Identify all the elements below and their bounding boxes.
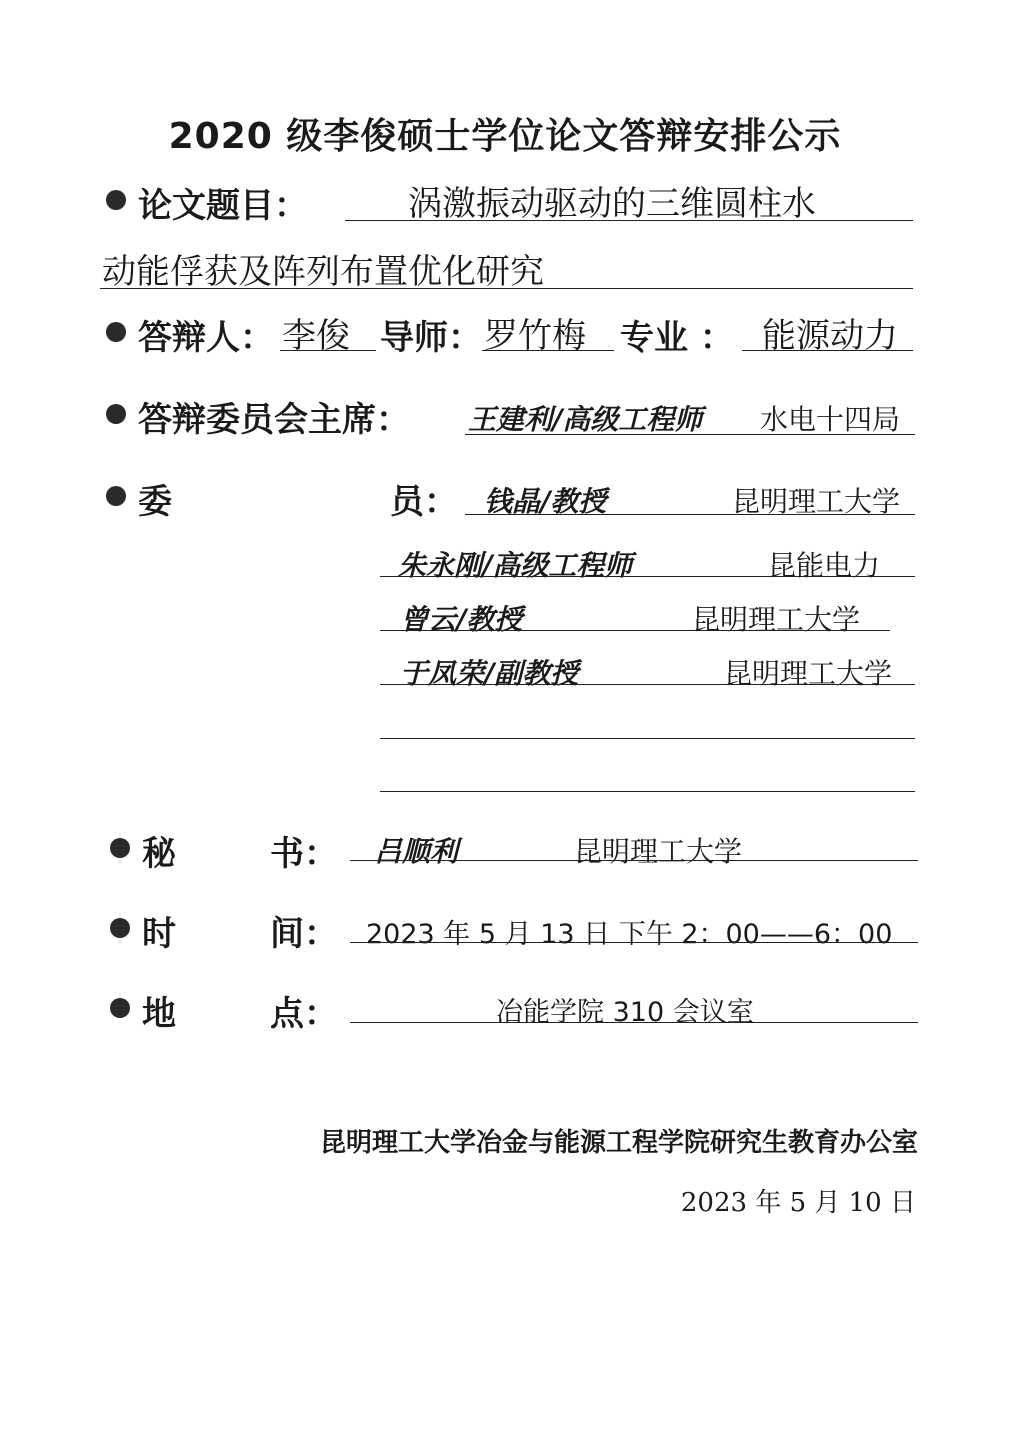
advisor-name: 罗竹梅 — [484, 316, 586, 356]
member-org: 昆明理工大学 — [732, 485, 901, 518]
underline — [100, 288, 913, 289]
bullet-icon — [110, 998, 130, 1018]
underline — [380, 576, 915, 577]
member-name: 钱晶/教授 — [484, 485, 607, 518]
page-title: 2020 级李俊硕士学位论文答辩安排公示 — [168, 116, 842, 157]
underline — [345, 220, 913, 221]
time-label-b: 间： — [270, 914, 338, 954]
underline — [280, 350, 376, 351]
candidate-label: 答辩人： — [138, 318, 274, 358]
member-name: 朱永刚/高级工程师 — [398, 549, 633, 582]
underline — [380, 630, 890, 631]
underline — [350, 942, 918, 943]
major-value: 能源动力 — [762, 316, 898, 356]
time-label-a: 时 — [142, 914, 176, 954]
underline — [742, 350, 913, 351]
advisor-label: 导师： — [380, 318, 482, 358]
secretary-label-a: 秘 — [142, 834, 176, 874]
member-org: 昆明理工大学 — [724, 657, 893, 690]
underline — [380, 684, 915, 685]
members-label-a: 委 — [138, 482, 172, 522]
place-label-b: 点： — [270, 994, 338, 1034]
bullet-icon — [110, 838, 130, 858]
members-label-b: 员： — [390, 482, 458, 522]
bullet-icon — [106, 486, 126, 506]
secretary-label-b: 书： — [270, 834, 338, 874]
secretary-name: 吕顺利 — [374, 835, 459, 868]
place-label-a: 地 — [142, 994, 176, 1034]
thesis-title-line2: 动能俘获及阵列布置优化研究 — [102, 252, 544, 292]
underline — [350, 860, 918, 861]
member-name: 于凤荣/副教授 — [400, 657, 579, 690]
underline — [380, 791, 915, 792]
bullet-icon — [110, 918, 130, 938]
underline — [380, 738, 915, 739]
chair-label: 答辩委员会主席： — [138, 400, 410, 440]
underline — [465, 434, 915, 435]
underline — [482, 350, 614, 351]
bullet-icon — [106, 190, 126, 210]
major-label: 专业 ： — [620, 318, 734, 358]
candidate-name: 李俊 — [282, 316, 350, 356]
member-name: 曾云/教授 — [400, 603, 523, 636]
bullet-icon — [106, 322, 126, 342]
underline — [350, 1022, 918, 1023]
chair-org: 水电十四局 — [760, 403, 901, 436]
issue-date: 2023 年 5 月 10 日 — [680, 1188, 916, 1218]
member-org: 昆明理工大学 — [692, 603, 861, 636]
issuing-office: 昆明理工大学冶金与能源工程学院研究生教育办公室 — [319, 1128, 918, 1158]
time-value: 2023 年 5 月 13 日 下午 2：00——6：00 — [366, 919, 893, 950]
bullet-icon — [106, 404, 126, 424]
place-value: 冶能学院 310 会议室 — [496, 997, 754, 1028]
underline — [465, 514, 915, 515]
member-org: 昆能电力 — [768, 549, 881, 582]
chair-name: 王建利/高级工程师 — [468, 403, 703, 436]
secretary-org: 昆明理工大学 — [574, 835, 743, 868]
thesis-title-line1: 涡激振动驱动的三维圆柱水 — [408, 184, 816, 224]
thesis-label: 论文题目： — [138, 186, 308, 226]
